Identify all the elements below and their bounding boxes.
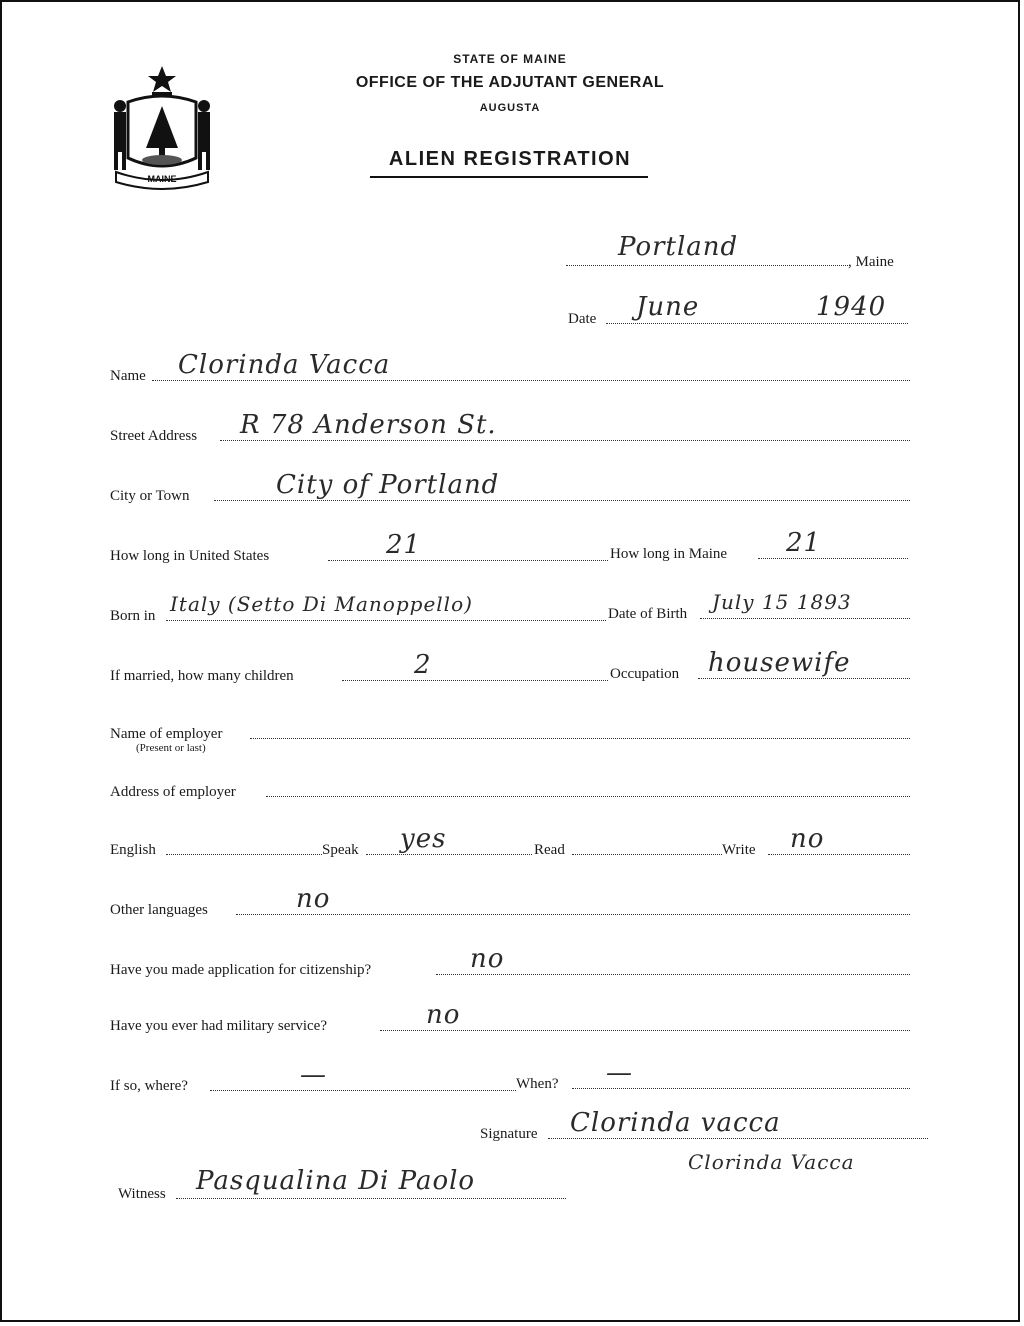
born-label: Born in: [110, 608, 156, 624]
title-underline: [370, 176, 648, 178]
military-label: Have you ever had military service?: [110, 1018, 327, 1034]
employer-address-line: [266, 795, 910, 797]
us-years-label: How long in United States: [110, 548, 270, 564]
employer-address-label: Address of employer: [110, 784, 236, 800]
place-value: Portland: [618, 232, 739, 262]
children-label: If married, how many children: [110, 668, 294, 684]
date-label: Date: [568, 311, 597, 327]
occupation-value: housewife: [708, 648, 851, 678]
name-label: Name: [110, 368, 146, 384]
where-label: If so, where?: [110, 1078, 188, 1094]
citizenship-value: no: [470, 944, 505, 974]
street-label: Street Address: [110, 428, 198, 444]
state-seal-icon: [108, 62, 216, 190]
where-value: —: [300, 1060, 327, 1090]
signature-typed-name: Clorinda Vacca: [688, 1150, 855, 1174]
citizenship-label: Have you made application for citizenship?: [110, 962, 372, 978]
name-value: Clorinda Vacca: [178, 350, 391, 380]
header-office: OFFICE OF THE ADJUTANT GENERAL: [355, 74, 665, 91]
read-label: Read: [534, 842, 565, 858]
dob-line: [700, 617, 910, 619]
place-label: , Maine: [848, 254, 894, 270]
born-line: [166, 619, 606, 621]
other-languages-value: no: [296, 884, 331, 914]
city-label: City or Town: [110, 488, 190, 504]
witness-value: Pasqualina Di Paolo: [196, 1166, 476, 1196]
military-value: no: [426, 1000, 461, 1030]
children-value: 2: [414, 650, 432, 680]
other-languages-line: [236, 913, 910, 915]
children-line: [342, 679, 608, 681]
write-label: Write: [722, 842, 756, 858]
maine-years-value: 21: [786, 528, 822, 558]
header-city: AUGUSTA: [479, 102, 541, 114]
date-month-value: June: [636, 292, 700, 322]
english-label: English: [110, 842, 156, 858]
occupation-label: Occupation: [610, 666, 680, 682]
dob-label: Date of Birth: [608, 606, 688, 622]
city-value: City of Portland: [276, 470, 500, 500]
street-value: R 78 Anderson St.: [240, 410, 497, 440]
write-value: no: [790, 824, 825, 854]
when-label: When?: [516, 1076, 559, 1092]
date-year-value: 1940: [816, 292, 887, 322]
signature-value: Clorinda vacca: [570, 1108, 781, 1138]
signature-label: Signature: [480, 1126, 538, 1142]
citizenship-line: [436, 973, 910, 975]
where-line: [210, 1089, 516, 1091]
us-years-line: [328, 559, 608, 561]
seal-banner-text: MAINE: [147, 174, 177, 184]
maine-years-label: How long in Maine: [610, 546, 728, 562]
employer-sublabel: (Present or last): [136, 742, 206, 754]
born-value: Italy (Setto Di Manoppello): [170, 592, 473, 616]
employer-line: [250, 737, 910, 739]
read-line: [572, 853, 722, 855]
dob-value: July 15 1893: [712, 590, 852, 614]
place-line: [566, 264, 848, 266]
other-languages-label: Other languages: [110, 902, 208, 918]
witness-label: Witness: [118, 1186, 166, 1202]
employer-label: Name of employer: [110, 726, 223, 742]
header-state: STATE OF MAINE: [453, 52, 567, 66]
maine-years-line: [758, 557, 908, 559]
when-value: —: [606, 1058, 633, 1088]
witness-line: [176, 1197, 566, 1199]
us-years-value: 21: [386, 530, 422, 560]
speak-line: [366, 853, 532, 855]
speak-value: yes: [400, 824, 447, 854]
speak-label: Speak: [322, 842, 359, 858]
form-title: ALIEN REGISTRATION: [388, 148, 632, 170]
english-line: [166, 853, 322, 855]
date-line: [606, 322, 908, 324]
